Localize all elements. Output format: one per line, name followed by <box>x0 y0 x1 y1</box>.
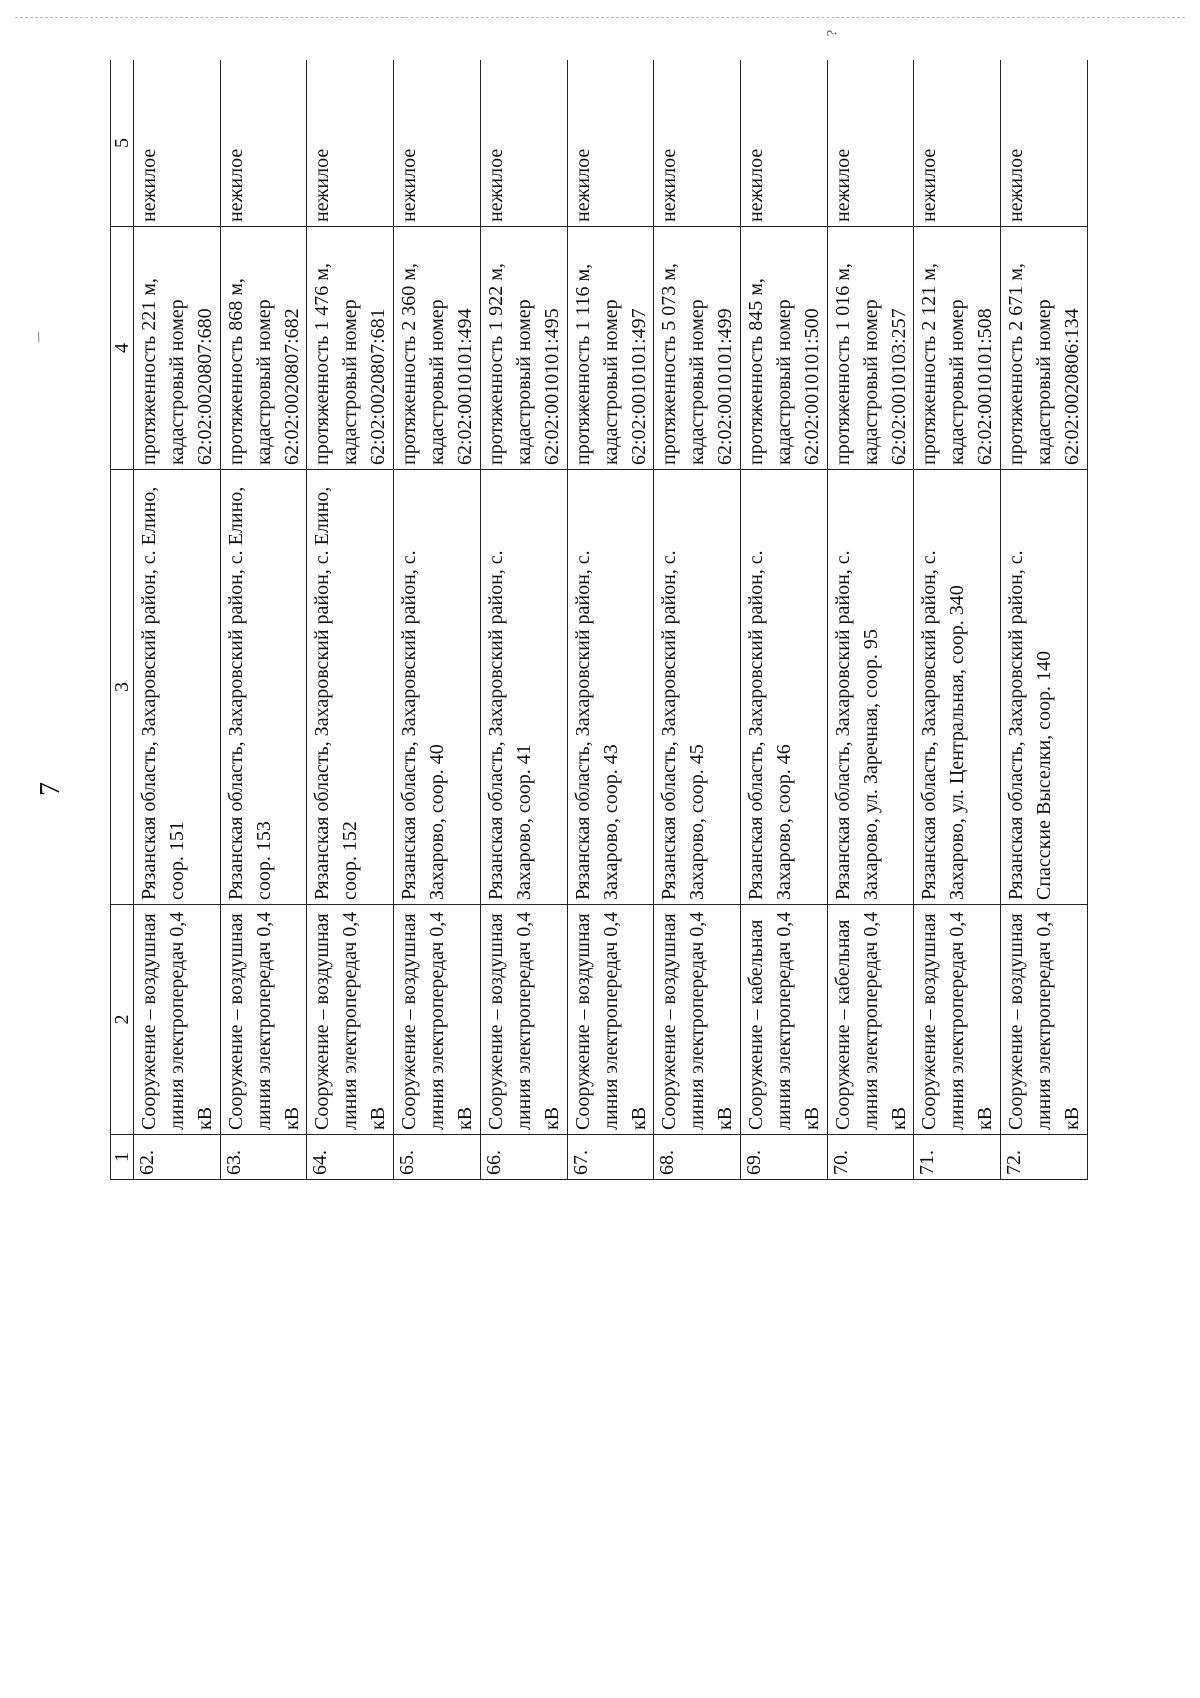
object-name: Сооружение – воздушная линия электропередач 0,4 кВ <box>134 905 221 1135</box>
object-name: Сооружение – воздушная линия электропередач 0,4 кВ <box>394 905 481 1135</box>
row-number: 62. <box>134 1135 221 1180</box>
object-characteristics: протяженность 868 м, кадастровый номер 62:02:0020807:682 <box>220 227 307 470</box>
object-name: Сооружение – воздушная линия электропередач 0,4 кВ <box>220 905 307 1135</box>
object-address: Рязанская область, Захаровский район, с. Елино, соор. 151 <box>134 470 221 905</box>
table-row <box>220 60 307 1180</box>
object-name: Сооружение – воздушная линия электропередач 0,4 кВ <box>914 905 1001 1135</box>
object-purpose: нежилое <box>741 60 828 227</box>
object-characteristics: протяженность 2 121 м, кадастровый номер 62:02:0010101:508 <box>914 227 1001 470</box>
table-header <box>111 60 134 1180</box>
table-row <box>394 60 481 1180</box>
object-name: Сооружение – воздушная линия электропередач 0,4 кВ <box>1001 905 1088 1135</box>
object-purpose: нежилое <box>827 60 914 227</box>
object-address: Рязанская область, Захаровский район, с. Захарово, соор. 40 <box>394 470 481 905</box>
object-characteristics: протяженность 1 476 м, кадастровый номер 62:02:0020807:681 <box>307 227 394 470</box>
scan-mark-left: / <box>34 329 44 347</box>
page-number: 7 <box>35 782 66 796</box>
property-table <box>110 60 1088 1180</box>
object-name: Сооружение – воздушная линия электропередач 0,4 кВ <box>654 905 741 1135</box>
object-purpose: нежилое <box>307 60 394 227</box>
object-address: Рязанская область, Захаровский район, с. Захарово, соор. 45 <box>654 470 741 905</box>
table-row <box>654 60 741 1180</box>
header-col-3: 3 <box>111 470 134 905</box>
object-purpose: нежилое <box>654 60 741 227</box>
rotated-table <box>110 60 1088 1180</box>
rotated-table-container <box>110 60 1088 1180</box>
object-characteristics: протяженность 1 116 м, кадастровый номер 62:02:0010101:497 <box>567 227 654 470</box>
object-purpose: нежилое <box>567 60 654 227</box>
object-name: Сооружение – воздушная линия электропередач 0,4 кВ <box>567 905 654 1135</box>
object-purpose: нежилое <box>1001 60 1088 227</box>
object-characteristics: протяженность 2 671 м, кадастровый номер 62:02:0020806:134 <box>1001 227 1088 470</box>
header-row <box>111 60 134 1180</box>
object-name: Сооружение – воздушная линия электропередач 0,4 кВ <box>480 905 567 1135</box>
object-purpose: нежилое <box>220 60 307 227</box>
object-address: Рязанская область, Захаровский район, с. Спасские Выселки, соор. 140 <box>1001 470 1088 905</box>
row-number: 70. <box>827 1135 914 1180</box>
object-name: Сооружение – воздушная линия электропередач 0,4 кВ <box>307 905 394 1135</box>
object-address: Рязанская область, Захаровский район, с. Захарово, соор. 41 <box>480 470 567 905</box>
object-purpose: нежилое <box>394 60 481 227</box>
header-col-1: 1 <box>111 1135 134 1180</box>
row-number: 71. <box>914 1135 1001 1180</box>
table-body <box>134 60 1088 1180</box>
object-purpose: нежилое <box>134 60 221 227</box>
header-col-4: 4 <box>111 227 134 470</box>
object-characteristics: протяженность 2 360 м, кадастровый номер 62:02:0010101:494 <box>394 227 481 470</box>
row-number: 69. <box>741 1135 828 1180</box>
object-purpose: нежилое <box>914 60 1001 227</box>
row-number: 64. <box>307 1135 394 1180</box>
row-number: 72. <box>1001 1135 1088 1180</box>
scan-mark-top: ? <box>824 29 841 37</box>
row-number: 67. <box>567 1135 654 1180</box>
object-name: Сооружение – кабельная линия электропередач 0,4 кВ <box>827 905 914 1135</box>
object-address: Рязанская область, Захаровский район, с. Захарово, ул. Заречная, соор. 95 <box>827 470 914 905</box>
object-address: Рязанская область, Захаровский район, с. Захарово, ул. Центральная, соор. 340 <box>914 470 1001 905</box>
table-row <box>741 60 828 1180</box>
object-purpose: нежилое <box>480 60 567 227</box>
object-name: Сооружение – кабельная линия электропередач 0,4 кВ <box>741 905 828 1135</box>
object-characteristics: протяженность 845 м, кадастровый номер 62:02:0010101:500 <box>741 227 828 470</box>
row-number: 63. <box>220 1135 307 1180</box>
header-col-5: 5 <box>111 60 134 227</box>
table-row <box>827 60 914 1180</box>
table-row <box>914 60 1001 1180</box>
table-row <box>567 60 654 1180</box>
object-characteristics: протяженность 221 м, кадастровый номер 62:02:0020807:680 <box>134 227 221 470</box>
table-row <box>480 60 567 1180</box>
row-number: 65. <box>394 1135 481 1180</box>
object-address: Рязанская область, Захаровский район, с. Елино, соор. 153 <box>220 470 307 905</box>
row-number: 66. <box>480 1135 567 1180</box>
object-characteristics: протяженность 1 016 м, кадастровый номер 62:02:0010103:257 <box>827 227 914 470</box>
row-number: 68. <box>654 1135 741 1180</box>
scan-edge-line <box>15 17 1185 18</box>
object-address: Рязанская область, Захаровский район, с. Елино, соор. 152 <box>307 470 394 905</box>
object-characteristics: протяженность 1 922 м, кадастровый номер 62:02:0010101:495 <box>480 227 567 470</box>
table-row <box>1001 60 1088 1180</box>
header-col-2: 2 <box>111 905 134 1135</box>
table-row <box>134 60 221 1180</box>
object-characteristics: протяженность 5 073 м, кадастровый номер 62:02:0010101:499 <box>654 227 741 470</box>
object-address: Рязанская область, Захаровский район, с. Захарово, соор. 46 <box>741 470 828 905</box>
object-address: Рязанская область, Захаровский район, с. Захарово, соор. 43 <box>567 470 654 905</box>
table-row <box>307 60 394 1180</box>
